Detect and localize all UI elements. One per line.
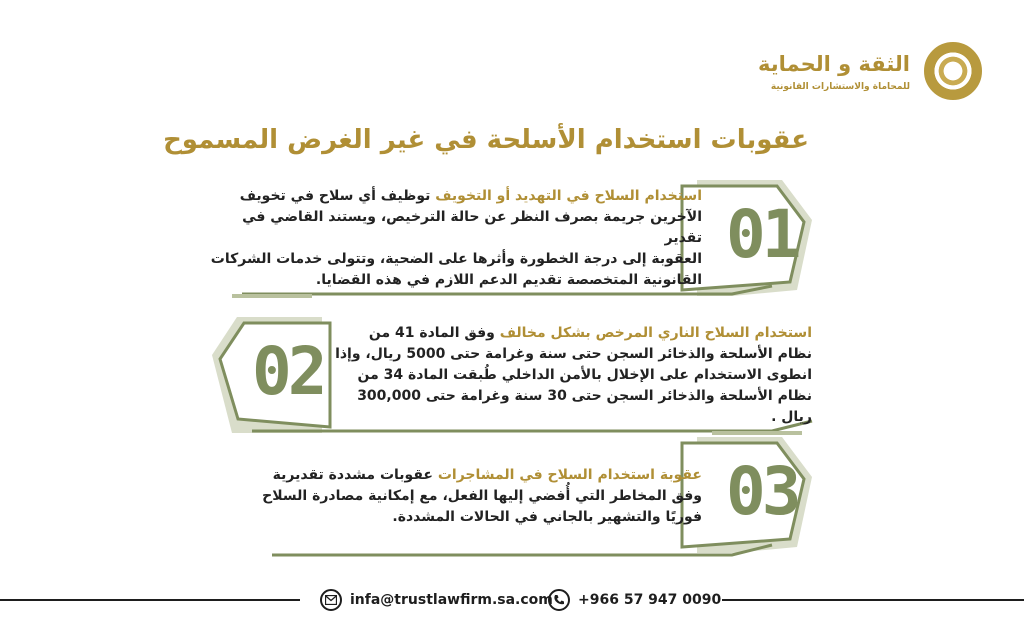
card-number: 02 [252, 333, 324, 410]
card-number: 03 [726, 453, 798, 530]
emblem-icon [924, 42, 982, 100]
footer-divider-left [0, 599, 300, 601]
brand-logo [742, 40, 982, 110]
card-line: نظام الأسلحة والذخائر السجن حتى سنة وغرامة حتى 5000 ريال، وإذا [335, 346, 812, 362]
footer-phone[interactable] [548, 588, 721, 612]
footer-email[interactable] [320, 588, 553, 612]
card-line: وفق المخاطر التي أُفضي إليها الفعل، مع إمكانية مصادرة السلاح [262, 488, 702, 504]
card-line: انطوى الاستخدام على الإخلال بالأمن الداخلي طُبقت المادة 34 من [357, 367, 812, 383]
card-line: نظام الأسلحة والذخائر السجن حتى 30 سنة وغرامة حتى 300,000 ريال . [357, 388, 812, 425]
page-title: عقوبات استخدام الأسلحة في غير الغرض المسموح [163, 125, 809, 155]
brand-subtitle: للمحاماة والاستشارات القانونية [770, 82, 910, 92]
card-line: وفق المادة 41 من [368, 325, 500, 341]
card-line: القانونية المتخصصة تقديم الدعم اللازم في هذه القضايا. [315, 272, 702, 288]
card-text [332, 323, 812, 428]
penalty-card-3 [212, 435, 812, 555]
envelope-icon [320, 589, 342, 611]
card-text [202, 186, 702, 291]
penalty-card-2 [212, 315, 812, 435]
card-line: توظيف أي سلاح في تخويف [239, 188, 436, 204]
card-highlight: استخدام السلاح في التهديد أو التخويف [435, 188, 702, 204]
card-line: عقوبات مشددة تقديرية [272, 467, 438, 483]
card-line: الآخرين جريمة بصرف النظر عن حالة الترخيص، ويستند القاضي في تقدير [242, 209, 702, 246]
card-highlight: عقوبة استخدام السلاح في المشاجرات [437, 467, 702, 483]
penalty-card-1 [212, 178, 812, 298]
card-number: 01 [726, 196, 798, 273]
brand-name: الثقة و الحماية [758, 52, 910, 76]
card-highlight: استخدام السلاح الناري المرخص بشكل مخالف [499, 325, 812, 341]
phone-icon [548, 589, 570, 611]
card-text [222, 465, 702, 528]
card-line: فوريًا والتشهير بالجاني في الحالات المشددة. [392, 509, 702, 525]
email-text[interactable]: infa@trustlawfirm.sa.com [350, 592, 553, 608]
footer-divider-right [722, 599, 1024, 601]
phone-text[interactable]: +966 57 947 0090 [578, 592, 722, 608]
card-line: العقوبة إلى درجة الخطورة وأثرها على الضحية، وتتولى خدمات الشركات [210, 251, 702, 267]
